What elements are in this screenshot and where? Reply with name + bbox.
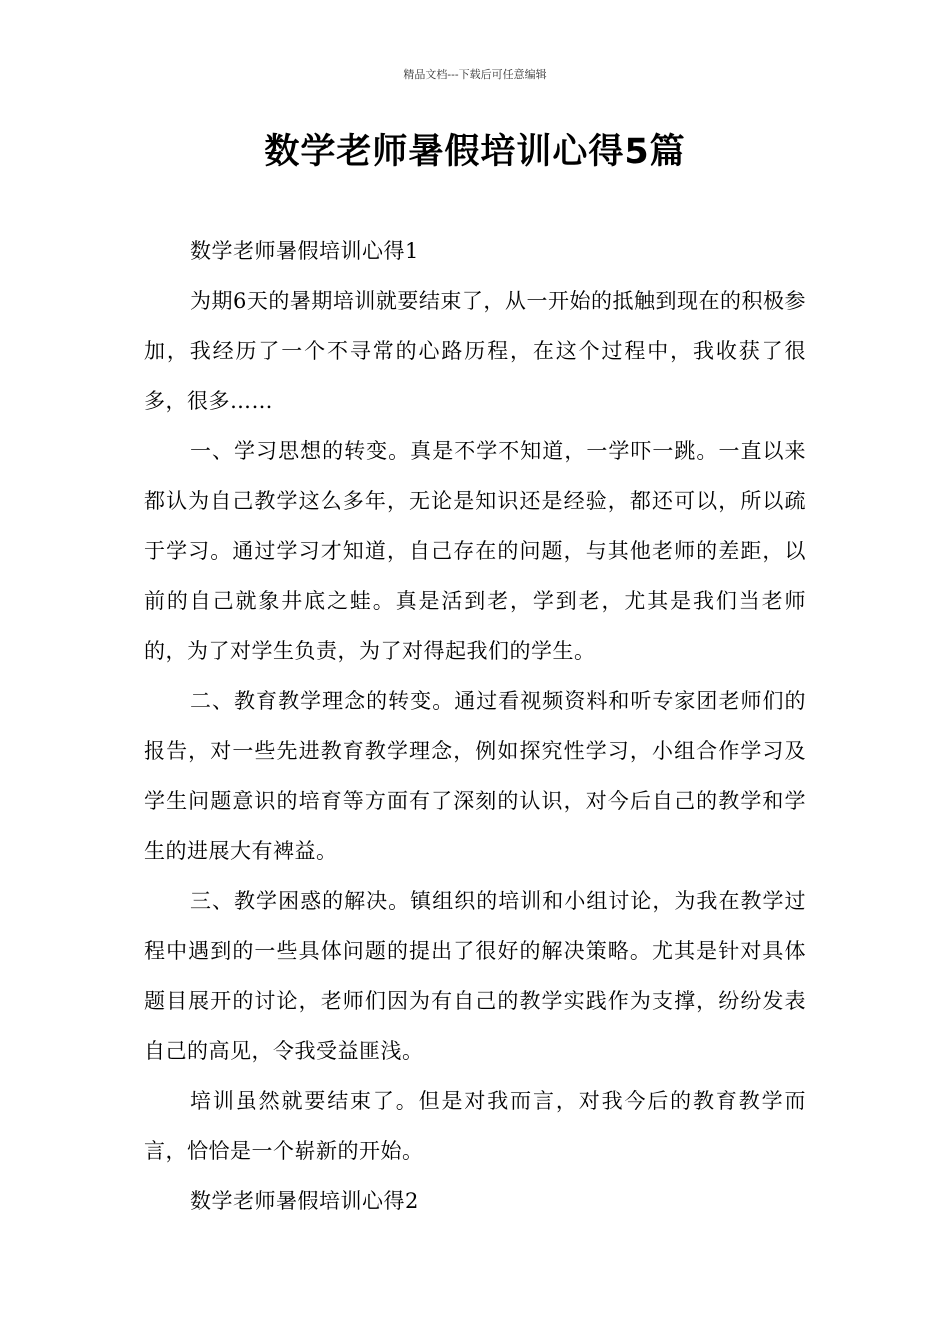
header-note: 精品文档---下载后可任意编辑 bbox=[403, 68, 547, 81]
document-body bbox=[144, 226, 806, 1226]
paragraph-conclusion: 培训虽然就要结束了。但是对我而言，对我今后的教育教学而言，恰恰是一个崭新的开始。 bbox=[144, 1089, 806, 1163]
paragraph-intro: 为期6天的暑期培训就要结束了，从一开始的抵触到现在的积极参加，我经历了一个不寻常的心路历程，在这个过程中，我收获了很多，很多…… bbox=[144, 289, 806, 413]
paragraph-point-3: 三、教学困惑的解决。镇组织的培训和小组讨论，为我在教学过程中遇到的一些具体问题的提出了很好的解决策略。尤其是针对具体题目展开的讨论，老师们因为有自己的教学实践作为支撑，纷纷发表自己的高见，令我受益匪浅。 bbox=[144, 889, 806, 1063]
section-heading-1: 数学老师暑假培训心得1 bbox=[190, 239, 419, 263]
document-title: 数学老师暑假培训心得5篇 bbox=[264, 132, 686, 172]
paragraph-point-2: 二、教育教学理念的转变。通过看视频资料和听专家团老师们的报告，对一些先进教育教学理念，例如探究性学习，小组合作学习及学生问题意识的培育等方面有了深刻的认识，对今后自己的教学和学生的进展大有裨益。 bbox=[144, 689, 806, 863]
paragraph-point-1: 一、学习思想的转变。真是不学不知道，一学吓一跳。一直以来都认为自己教学这么多年，无论是知识还是经验，都还可以，所以疏于学习。通过学习才知道，自己存在的问题，与其他老师的差距，以前的自己就象井底之蛙。真是活到老，学到老，尤其是我们当老师的，为了对学生负责，为了对得起我们的学生。 bbox=[144, 439, 806, 663]
section-heading-2: 数学老师暑假培训心得2 bbox=[190, 1189, 419, 1213]
